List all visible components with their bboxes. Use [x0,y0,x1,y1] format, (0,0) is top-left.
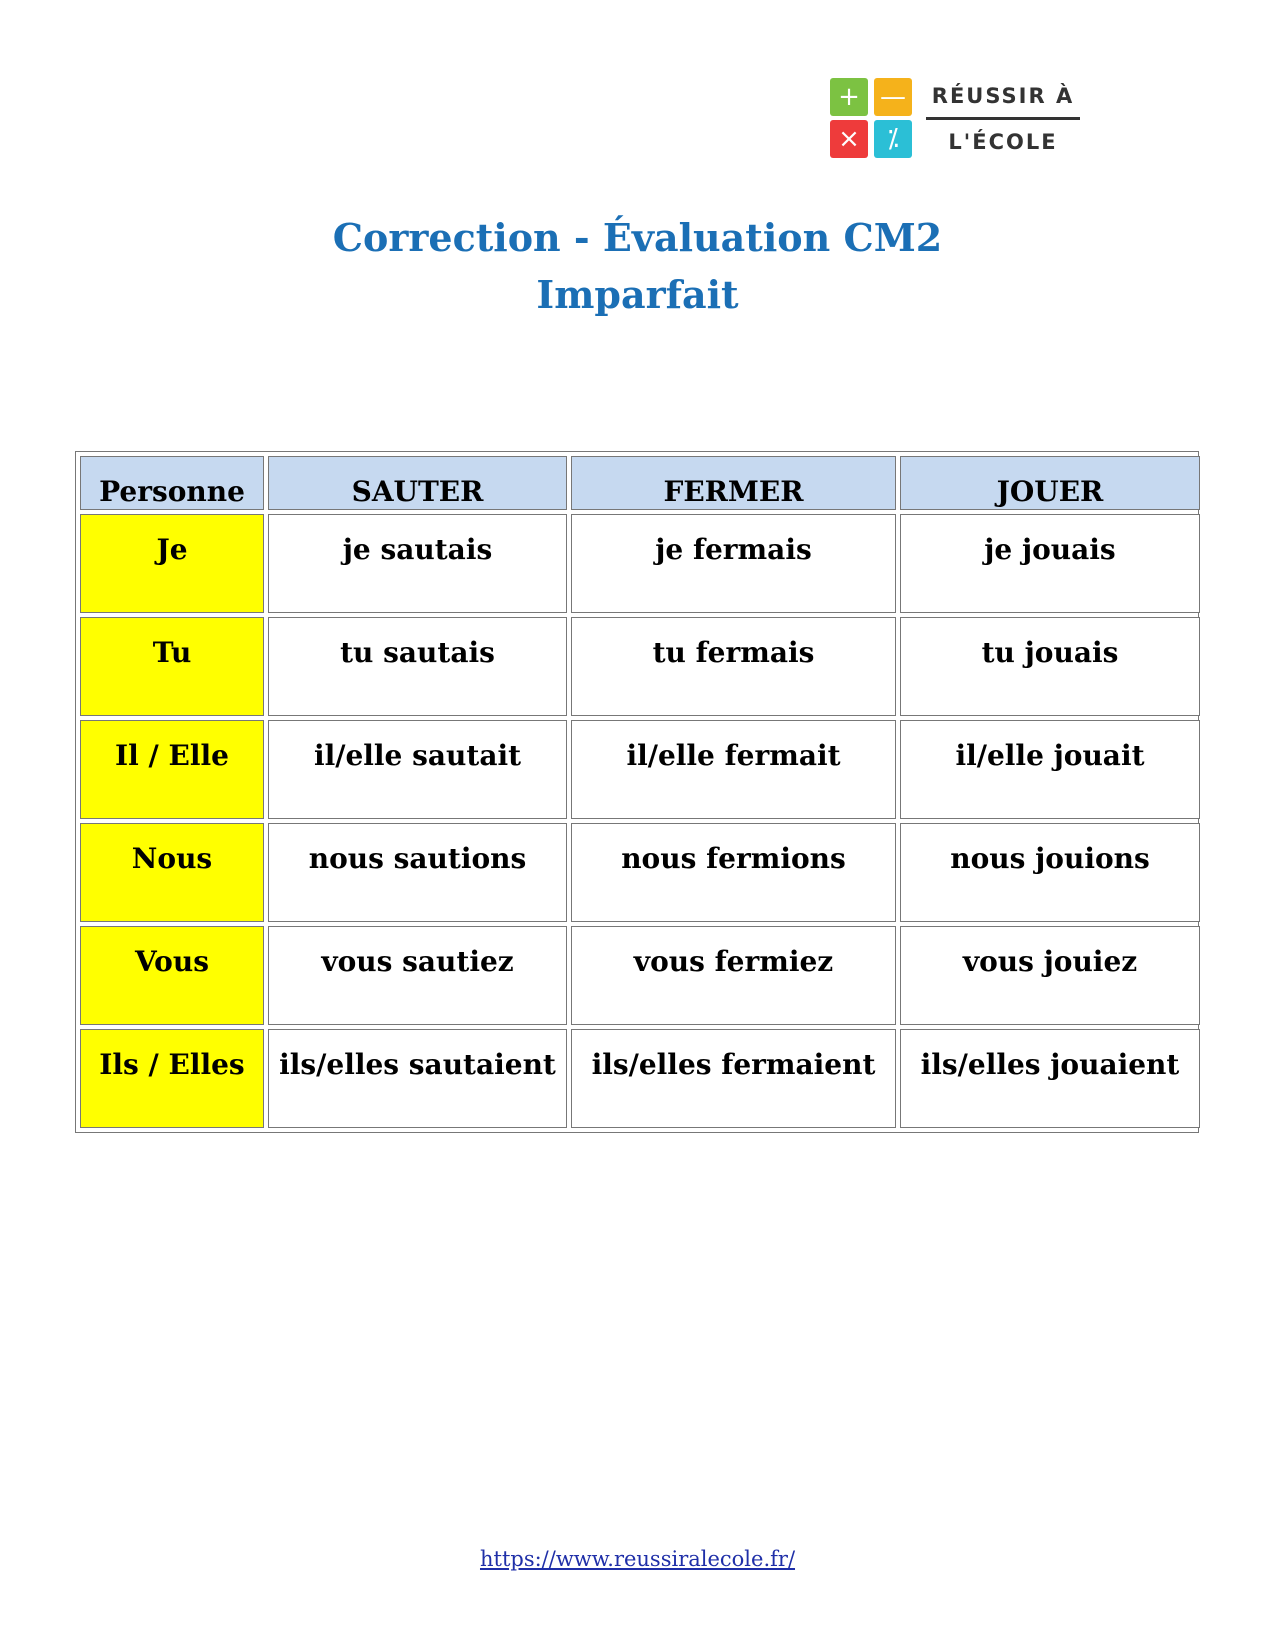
sauter-cell: tu sautais [268,617,567,716]
brand-logo [830,78,1080,160]
plus-icon: + [830,78,868,116]
logo-wordmark [926,78,1080,160]
sauter-cell: ils/elles sautaient [268,1029,567,1128]
logo-line1: RÉUSSIR À [931,84,1075,108]
jouer-cell: tu jouais [900,617,1200,716]
fermer-cell: nous fermions [571,823,896,922]
jouer-cell: ils/elles jouaient [900,1029,1200,1128]
fermer-cell: il/elle fermait [571,720,896,819]
conjugation-table [76,452,1204,1132]
sauter-cell: nous sautions [268,823,567,922]
conjugation-table-frame [75,451,1199,1133]
header-sauter: SAUTER [268,456,567,510]
sauter-cell: il/elle sautait [268,720,567,819]
fermer-cell: je fermais [571,514,896,613]
fermer-cell: vous fermiez [571,926,896,1025]
logo-tiles [830,78,912,160]
table-row [80,514,1200,613]
times-icon: × [830,120,868,158]
header-fermer: FERMER [571,456,896,510]
table-row [80,617,1200,716]
table-row [80,1029,1200,1128]
table-row [80,720,1200,819]
person-cell: Vous [80,926,264,1025]
footer [0,1547,1275,1571]
jouer-cell: je jouais [900,514,1200,613]
logo-divider [926,117,1080,120]
person-cell: Je [80,514,264,613]
website-link[interactable]: https://www.reussiralecole.fr/ [479,1547,796,1571]
page-subtitle: Imparfait [536,272,739,317]
header-jouer: JOUER [900,456,1200,510]
jouer-cell: il/elle jouait [900,720,1200,819]
table-row [80,926,1200,1025]
person-cell: Nous [80,823,264,922]
table-row [80,823,1200,922]
person-cell: Il / Elle [80,720,264,819]
person-cell: Tu [80,617,264,716]
page-title: Correction - Évaluation CM2 [332,215,943,260]
minus-icon: — [874,78,912,116]
header-personne: Personne [80,456,264,510]
logo-line2: L'ÉCOLE [948,130,1058,154]
sauter-cell: je sautais [268,514,567,613]
percent-icon: ⁒ [874,120,912,158]
sauter-cell: vous sautiez [268,926,567,1025]
jouer-cell: vous jouiez [900,926,1200,1025]
person-cell: Ils / Elles [80,1029,264,1128]
fermer-cell: tu fermais [571,617,896,716]
jouer-cell: nous jouions [900,823,1200,922]
fermer-cell: ils/elles fermaient [571,1029,896,1128]
table-header-row [80,456,1200,510]
